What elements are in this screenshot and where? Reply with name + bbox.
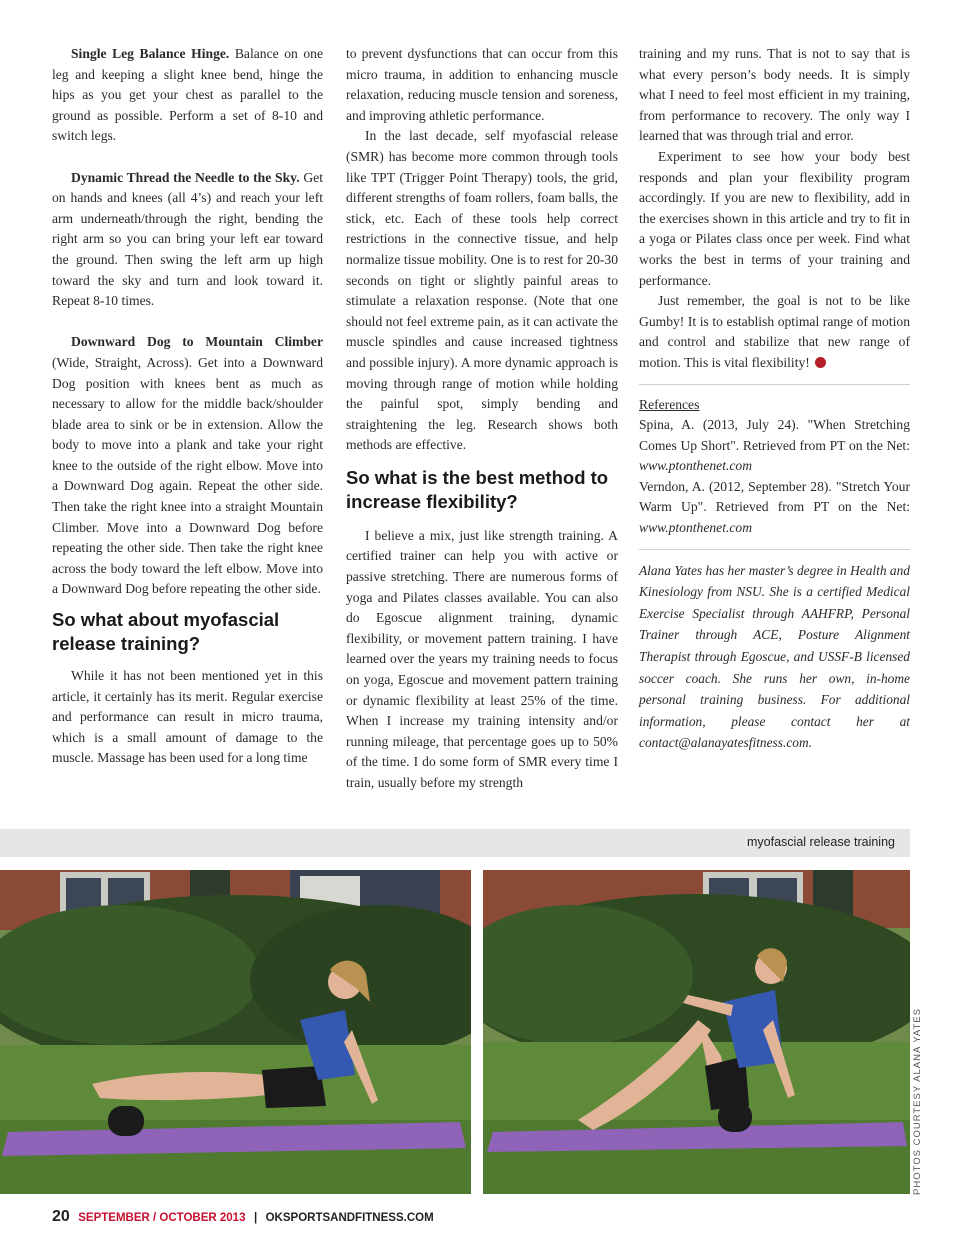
end-mark-icon bbox=[815, 357, 826, 368]
photo-illustration bbox=[0, 870, 471, 1194]
reference-link[interactable]: www.ptonthenet.com bbox=[639, 458, 753, 474]
exercise-title: Downward Dog to Mountain Climber bbox=[71, 334, 323, 350]
exercise-description: (Wide, Straight, Across). Get into a Downward Dog position with knees bent as much as necessary to allow for the middle back/shoulder blade area to sink or be in extension. Allow the body to move into a plank and take your right knee to the outside of the right elbow. Move into a Downward Dog again. Repeat the other side. Then take the right knee into a straight Mountain Climber. Move into a Downward Dog before repeating the other side. Then take the right knee across the body toward the left elbow. Move into a Downward Dog before repeating the other side. bbox=[52, 354, 323, 597]
section-heading: So what is the best method to increase flexibility? bbox=[346, 466, 609, 512]
paragraph: Experiment to see how your body best responds and plan your flexibility program accordingly. If you are new to flexibility, add in the exercises shown in this article and try to fit in a yoga or Pilates class once per week. Find what works the best in terms of your training and performance. bbox=[639, 148, 910, 288]
photo-illustration bbox=[483, 870, 910, 1194]
paragraph-closing bbox=[639, 291, 910, 373]
website-link[interactable]: OKSPORTSANDFITNESS.COM bbox=[265, 1212, 434, 1224]
section-heading: So what about myofascial release training? bbox=[52, 609, 280, 655]
article-column-1 bbox=[52, 44, 323, 769]
paragraph-downward-dog bbox=[52, 332, 323, 600]
divider bbox=[639, 549, 910, 550]
photo-foam-roller-hamstring bbox=[483, 870, 910, 1194]
article-column-3 bbox=[639, 44, 910, 754]
reference-item bbox=[639, 477, 910, 539]
reference-text: Spina, A. (2013, July 24). "When Stretching Comes Up Short". Retrieved from PT on the Net: bbox=[639, 417, 910, 453]
reference-text: Verndon, A. (2012, September 28). "Stretch Your Warm Up". Retrieved from PT on the Net: bbox=[639, 478, 910, 515]
reference-link[interactable]: www.ptonthenet.com bbox=[639, 520, 753, 536]
paragraph: In the last decade, self myofascial release (SMR) has become more common through tools like TPT (Trigger Point Therapy) tools, the grid, different strengths of foam rollers, foam balls, the stick, etc. Each of these tools help correct restrictions in the connective tissue, and help normalize tissue mobility. One is to rest for 20-30 seconds on tight or slightly painful areas to stimulate a relaxation response. (Note that one should not feel extreme pain, as it can activate the muscle spindles and cause increased tightness and possible injury). A more dynamic approach is moving through range of motion while holding the painful spot, simply bending and straightening the leg. Research shows both methods are effective. bbox=[346, 128, 618, 453]
paragraph: to prevent dysfunctions that can occur from this micro trauma, in addition to enhancing muscle relaxation, reducing muscle tension and soreness, and improving athletic performance. bbox=[346, 46, 618, 123]
exercise-title: Dynamic Thread the Needle to the Sky. bbox=[71, 169, 300, 185]
page-number: 20 bbox=[52, 1208, 70, 1225]
paragraph: training and my runs. That is not to say that is what every person’s body needs. It is simply what I need to feel most efficient in my training, from performance to recovery. The only way I learned that was through trial and error. bbox=[639, 46, 910, 144]
exercise-title: Single Leg Balance Hinge. bbox=[71, 46, 230, 61]
photo-credit: PHOTOS COURTESY ALANA YATES bbox=[912, 1008, 923, 1195]
paragraph-single-leg-balance-hinge bbox=[52, 44, 323, 147]
paragraph: I believe a mix, just like strength training. A certified trainer can help you with active or passive stretching. There are numerous forms of yoga and Pilates classes available. You can also do Egoscue alignment training, dynamic flexibility, or movement pattern training. I have learned over the years my training needs to focus on yoga, Egoscue and movement pattern training or dynamic flexibility at least 25% of the time. When I increase my training intensity and/or running mileage, that percentage goes up to 50% of the time. I do some form of SMR every time I train, usually before my strength bbox=[346, 527, 618, 790]
photo-foam-roller-calves bbox=[0, 870, 471, 1194]
author-bio: Alana Yates has her master’s degree in Health and Kinesiology from NSU. She is a certified Medical Exercise Specialist through AAHFRP, Personal Trainer through ACE, Posture Alignment Therapist through Egoscue, and USSF-B licensed soccer coach. She runs her own, in-home personal training business. For additional information, please contact her at contact@alanayatesfitness.com. bbox=[639, 562, 910, 751]
paragraph: While it has not been mentioned yet in this article, it certainly has its merit. Regular exercise and performance can result in micro trauma, which is a small amount of damage to the muscle. Massage has been used for a long time bbox=[52, 668, 323, 766]
references-title: References bbox=[639, 396, 700, 412]
divider bbox=[639, 384, 910, 385]
exercise-description: Get on hands and knees (all 4’s) and reach your left arm underneath/through the right, bending the right arm so you can bring your left ear toward the ground. Then swing the left arm up high toward the sky and turn and look toward it. Repeat 8-10 times. bbox=[52, 169, 323, 309]
reference-item bbox=[639, 415, 910, 477]
exercise-description: Balance on one leg and keeping a slight knee bend, hinge the hips as you get your chest as parallel to the ground as possible. Perform a set of 8-10 and switch legs. bbox=[52, 46, 323, 144]
closing-text: Just remember, the goal is not to be like Gumby! It is to establish optimal range of motion and control and stabilize that new range of motion. This is vital flexibility! bbox=[639, 293, 910, 370]
paragraph-thread-the-needle bbox=[52, 168, 323, 312]
section-label: myofascial release training bbox=[747, 835, 895, 849]
article-column-2 bbox=[346, 44, 618, 794]
footer-separator: | bbox=[253, 1212, 258, 1224]
issue-date: SEPTEMBER / OCTOBER 2013 bbox=[78, 1212, 246, 1224]
section-banner bbox=[0, 829, 910, 857]
page-footer bbox=[52, 1208, 434, 1226]
